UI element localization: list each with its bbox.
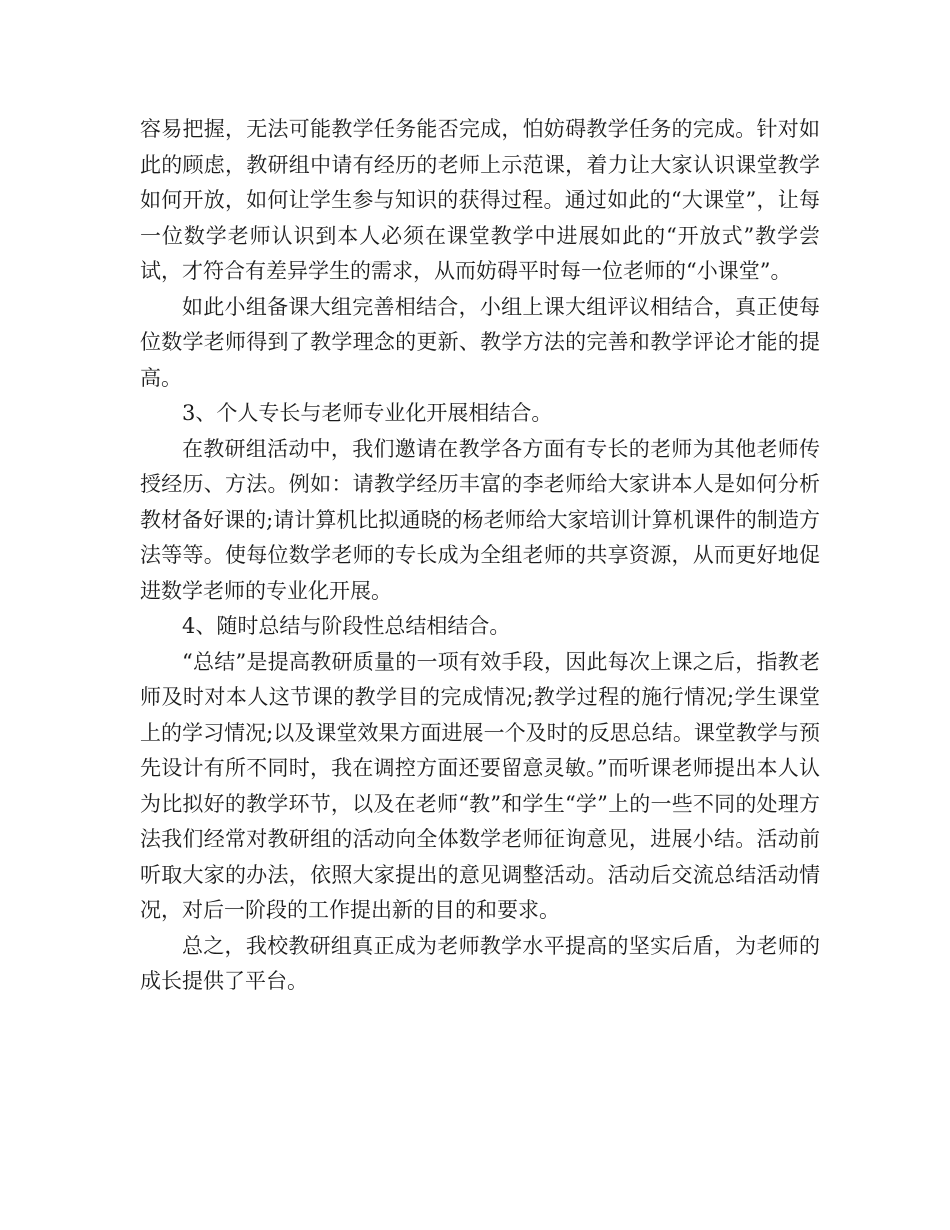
paragraph-3: 在教研组活动中，我们邀请在教学各方面有专长的老师为其他老师传授经历、方法。例如：请教学经历丰富的李老师给大家讲本人是如何分析教材备好课的;请计算机比拟通晓的杨老师给大家培训计算机课件的制造方法等等。使每位数学老师的专长成为全组老师的共享资源，从而更好地促进数学老师的专业化开展。	[140, 436, 820, 603]
section-heading-3: 3、个人专长与老师专业化开展相结合。	[182, 401, 553, 425]
section-heading-4: 4、随时总结与阶段性总结相结合。	[182, 614, 511, 638]
paragraph-1: 容易把握，无法可能教学任务能否完成，怕妨碍教学任务的完成。针对如此的顾虑，教研组中请有经历的老师上示范课，着力让大家认识课堂教学如何开放，如何让学生参与知识的获得过程。通过如此的“大课堂”，让每一位数学老师认识到本人必须在课堂教学中进展如此的“开放式”教学尝试，才符合有差异学生的需求，从而妨碍平时每一位老师的“小课堂”。	[140, 117, 820, 283]
document-body	[140, 112, 820, 1000]
paragraph-4: “总结”是提高教研质量的一项有效手段，因此每次上课之后，指教老师及时对本人这节课的教学目的完成情况;教学过程的施行情况;学生课堂上的学习情况;以及课堂效果方面进展一个及时的反思总结。课堂教学与预先设计有所不同时，我在调控方面还要留意灵敏。”而听课老师提出本人认为比拟好的教学环节，以及在老师“教”和学生“学”上的一些不同的处理方法我们经常对教研组的活动向全体数学老师征询意见，进展小结。活动前听取大家的办法，依照大家提出的意见调整活动。活动后交流总结活动情况，对后一阶段的工作提出新的目的和要求。	[140, 649, 820, 922]
paragraph-2: 如此小组备课大组完善相结合，小组上课大组评议相结合，真正使每位数学老师得到了教学理念的更新、教学方法的完善和教学评论才能的提高。	[140, 294, 820, 390]
paragraph-5: 总之，我校教研组真正成为老师教学水平提高的坚实后盾，为老师的成长提供了平台。	[140, 933, 820, 993]
